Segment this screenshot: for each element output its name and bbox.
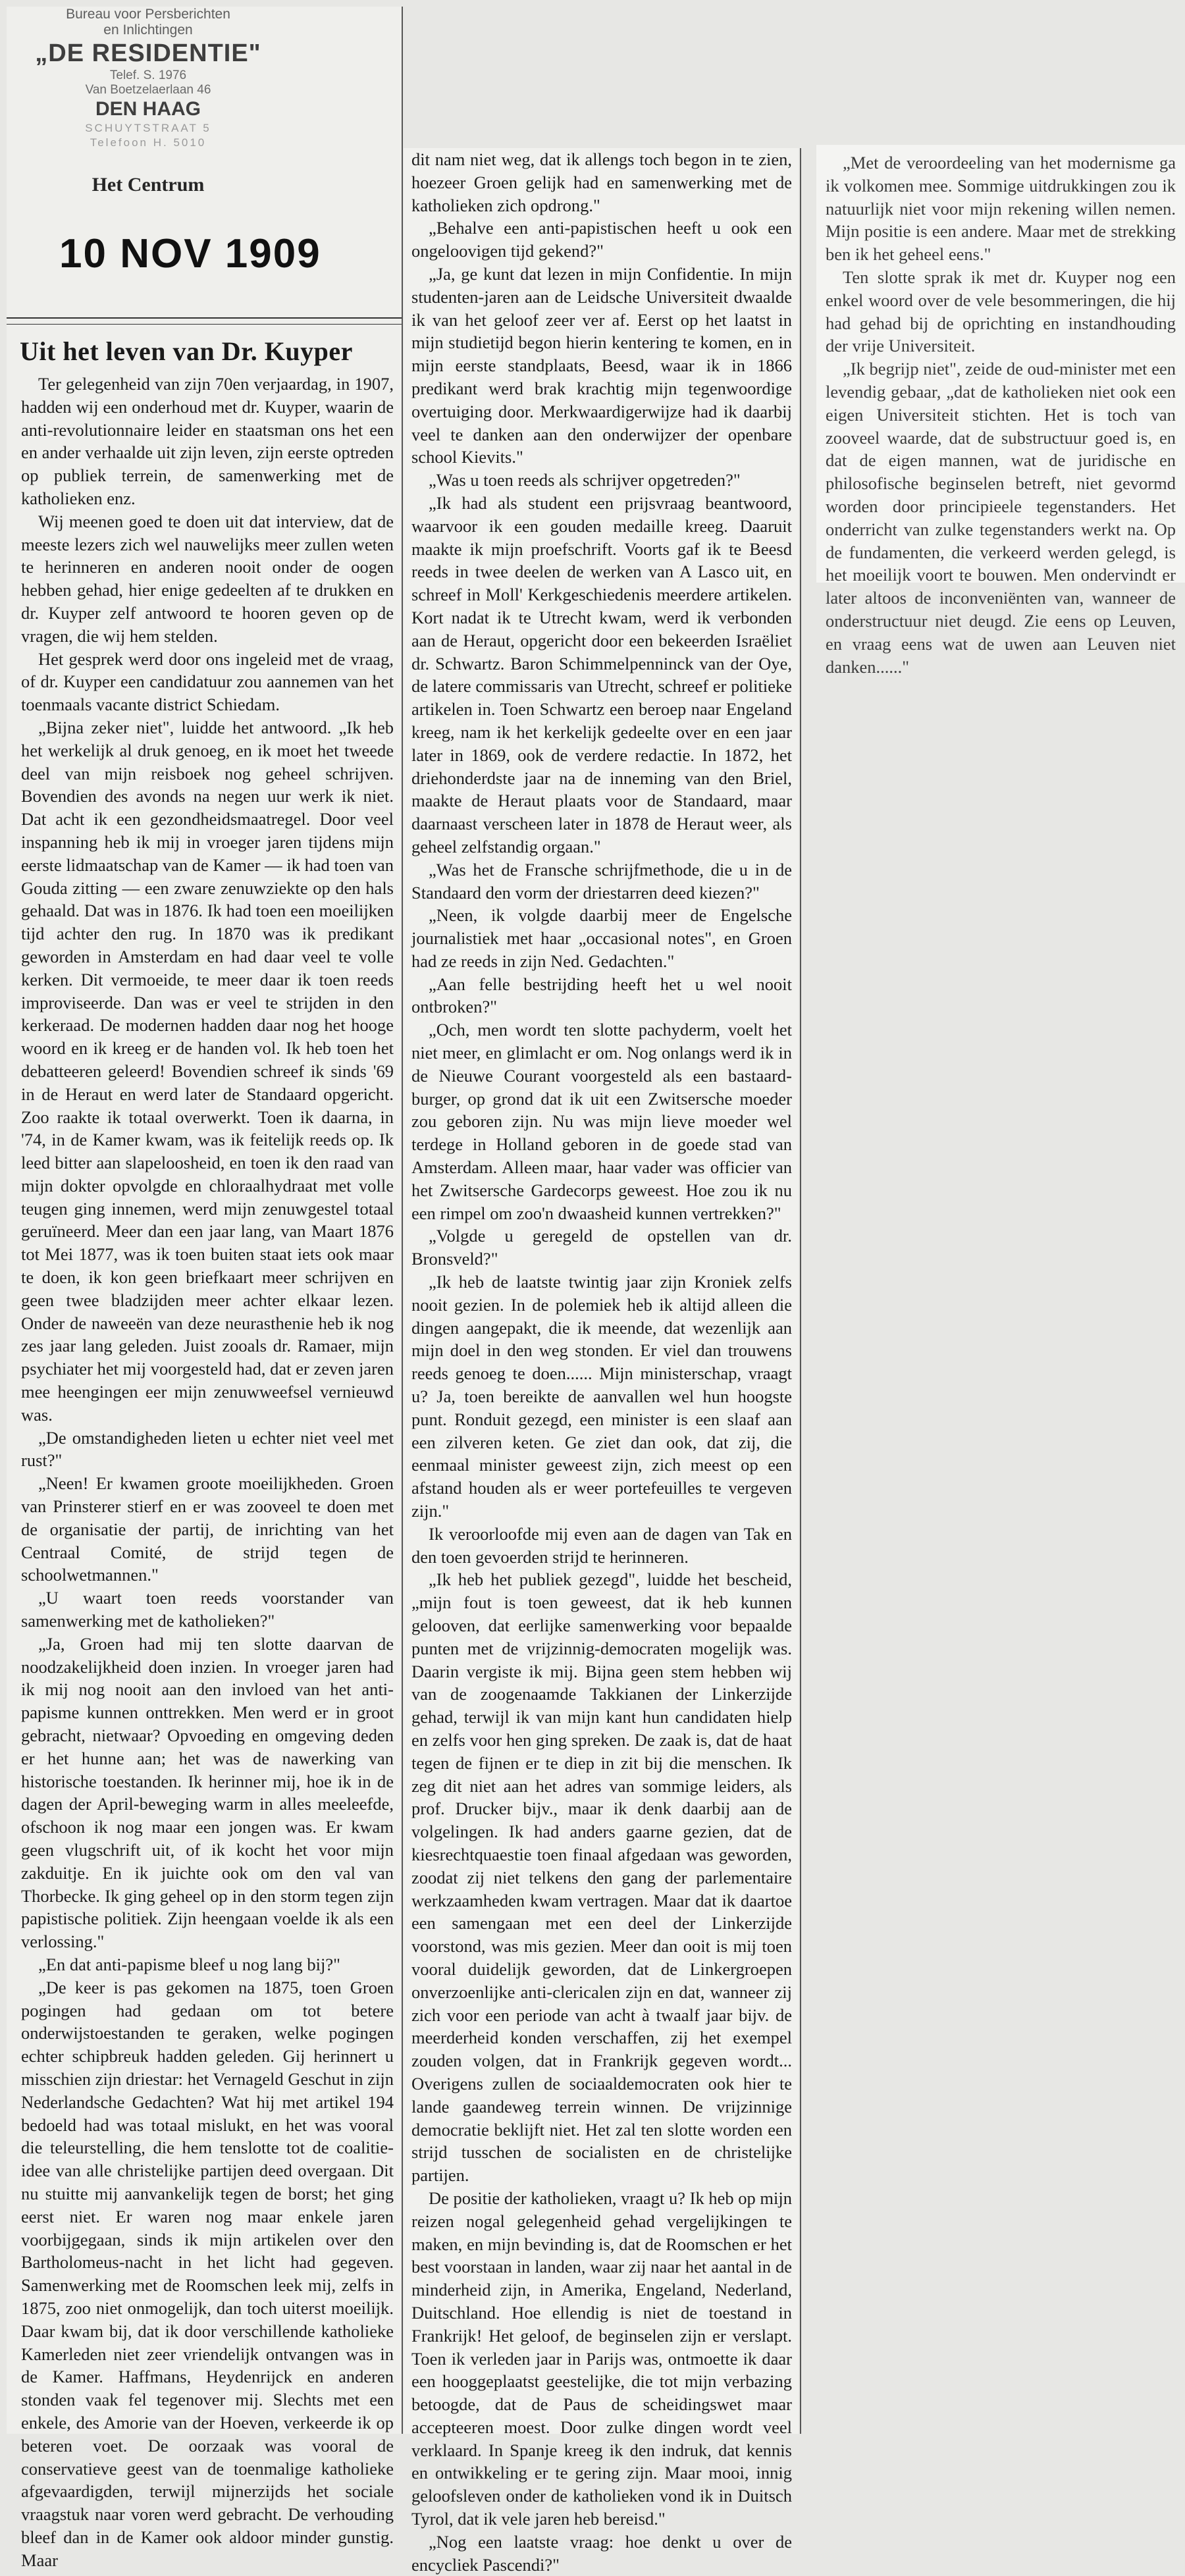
paragraph: Ter gelegenheid van zijn 70en verjaardag, in 1907, hadden wij een onderhoud met dr. Kuyper, waarin de anti-revolutionnaire leider en staatsman ons het een en ander verhaalde uit zijn leven, zijn eerste optreden op publiek terrein, de samenwerking met de katholieken enz. (21, 374, 394, 508)
stamp-name: „DE RESIDENTIE" (35, 39, 261, 67)
paragraph: „Was u toen reeds als schrijver opgetreden?" (429, 470, 741, 490)
column-divider (402, 7, 403, 2434)
article-column-2 (411, 148, 792, 2576)
paragraph: „Neen! Er kwamen groote moeilijkheden. Groen van Prinsterer stierf en er was zooveel te doen met de organisatie der partij, de inrichting van het Centraal Comité, de strijd tegen de schoolwetmannen." (21, 1473, 394, 1585)
paragraph: „Was het de Fransche schrijfmethode, die u in de Standaard den vorm der driestarren deed kiezen?" (411, 859, 792, 903)
paragraph: „Met de veroordeeling van het modernisme ga ik volkomen mee. Sommige uitdrukkingen zou ik natuurlijk niet voor mijn rekening willen nemen. Mijn positie is een andere. Maar met de strekking ben ik het geheel eens." (826, 153, 1176, 265)
stamp-line-2: en Inlichtingen (103, 22, 193, 38)
paragraph: dit nam niet weg, dat ik allengs toch begon in te zien, hoezeer Groen gelijk had en samenwerking met de katholieken zich opdrong." (411, 149, 792, 215)
stamp-line-1: Bureau voor Persberichten (66, 7, 230, 22)
date-stamp: 10 NOV 1909 (59, 231, 321, 276)
column-divider (800, 148, 801, 2434)
paragraph: De positie der katholieken, vraagt u? Ik heb op mijn reizen nogal gelegenheid gehad vergelijkingen te maken, en mijn bevinding is, dat de Roomschen er het best voorstaan in landen, waar zij naar het aantal in de minderheid zijn, in Amerika, Engeland, Nederland, Duitschland. Hoe ellendig is niet de toestand in Frankrijk! Het geloof, de beginselen zijn er verslapt. Toen ik verleden jaar in Parijs was, ontmoette ik daar een hooggeplaatst geestelijke, die tot mijn verbazing betoogde, dat de Paus de scheidingswet maar accepteeren moest. Door zulke dingen wordt veel verklaard. In Spanje kreeg ik den indruk, dat kennis en ontwikkeling er te gering zijn. Maar mooi, innig geloofsleven onder de katholieken vond ik in Duitsch Tyrol, dat ik vele jaren heb bereisd." (411, 2188, 792, 2529)
paragraph: „Ik heb de laatste twintig jaar zijn Kroniek zelfs nooit gezien. In de polemiek heb ik altijd alleen die dingen aangepakt, die ik meende, dat wezenlijk aan mijn doel in den weg stonden. Er viel dan trouwens reeds genoeg te doen...... Mijn ministerschap, vraagt u? Ja, toen bereikte de aanvallen wel hun hoogste punt. Ronduit gezegd, een minister is een slaaf aan een zilveren keten. Ge ziet dan ook, dat zij, die eenmaal minister geweest zijn, zich meest op een afstand houden als er weer portefeuilles te vergeven zijn." (411, 1272, 792, 1521)
press-bureau-stamp (7, 7, 402, 316)
paragraph: „Neen, ik volgde daarbij meer de Engelsche journalistiek met haar „occasional notes", en Groen had ze reeds in zijn Ned. Gedachten." (411, 905, 792, 971)
paragraph: „U waart toen reeds voorstander van samenwerking met de katholieken?" (21, 1588, 394, 1631)
headline-rule (7, 317, 402, 325)
stamp-phone: Telef. S. 1976 (109, 68, 187, 82)
paragraph: Ik veroorloofde mij even aan de dagen van Tak en den toen gevoerden strijd te herinneren. (411, 1523, 792, 1567)
paragraph: „Nog een laatste vraag: hoe denkt u over de encycliek Pascendi?" (411, 2531, 792, 2575)
newspaper-edition: Het Centrum (92, 174, 205, 196)
paragraph: „Ja, ge kunt dat lezen in mijn Confidentie. In mijn studenten-jaren aan de Leidsche Universiteit dwaalde ik van het geloof zeer ver af. Eerst op het laatst in mijn studietijd begon hierin kentering te komen, en in mijn eerste standplaats, Beesd, waar ik in 1866 predikant werd brak krachtig mijn tegenwoordige overtuiging door. Merkwaardigerwijze had ik daarbij veel te danken aan den onderwijzer der openbare school Kievits." (411, 263, 792, 467)
stamp-address: Van Boetzelaerlaan 46 (85, 83, 211, 97)
article-column-1 (21, 373, 394, 2572)
paragraph: „Volgde u geregeld de opstellen van dr. Bronsveld?" (411, 1226, 792, 1269)
paragraph: „Ik heb het publiek gezegd", luidde het bescheid, „mijn fout is toen geweest, dat ik heb kunnen gelooven, dat eerlijke samenwerking voor bepaalde punten met de vrijzinnig-democraten mogelijk was. Daarin vergiste ik mij. Bijna geen stem hebben wij van de zoogenaamde Takkianen der Linkerzijde gehad, terwijl ik van mijn kant hun candidaten hielp en zelfs voor hen ging spreken. De zaak is, dat de haat tegen de fijnen er te diep in zit bij die menschen. Ik zeg dit niet aan het adres van sommige leiders, als prof. Drucker bijv., maar ik denk daarbij aan de volgelingen. Ik had anders gaarne gezien, dat de kiesrechtquaestie toen finaal afgedaan was geworden, zoodat zij niet telkens den gang der parlementaire werkzaamheden kwam vertragen. Maar dat ik daartoe een samengaan met een deel der Linkerzijde voorstond, was mis gezien. Meer dan ooit is mij toen vooral duidelijk geworden, dat de Linkergroepen onverzoenlijke anti-clericalen zijn en dat, wanneer zij zich voor een periode van acht à twaalf jaar bijv. de meerderheid konden verschaffen, zij het exempel zouden volgen, dat in Frankrijk gegeven wordt... Overigens zullen de sociaaldemocraten ook hier te lande gaandeweg terrein winnen. De vrijzinnige democratie beklijft niet. Het zal ten slotte worden een strijd tusschen de socialisten en de christelijke partijen. (411, 1569, 792, 2186)
paragraph: Het gesprek werd door ons ingeleid met de vraag, of dr. Kuyper een candidatuur zou aannemen van het toenmaals vacante district Schiedam. (21, 648, 394, 715)
clipping-column-3 (816, 145, 1185, 677)
paragraph: „En dat anti-papisme bleef u nog lang bij?" (38, 1954, 340, 1974)
paragraph: „De omstandigheden lieten u echter niet veel met rust?" (21, 1427, 394, 1471)
paragraph: „Ik begrijp niet", zeide de oud-minister met een levendig gebaar, „dat de katholieken niet ook een eigen Universiteit stichten. Het is toch van zooveel waarde, dat de substructuur goed is, en dat de eigen mannen, wat de juridische en philosofische beginselen betreft, niet gevormd worden door principieele tegenstanders. Het onderricht van zulke tegenstanders werkt na. Op de fundamenten, die verkeerd werden gelegd, is het moeilijk voort te bouwen. Men ondervindt er later altoos de inconveniënten van, wanneer de onderstructuur niet deugd. Zie eens op Leuven, en vraag eens wat de uwen aan Leuven niet danken......" (826, 359, 1176, 677)
paragraph: „Behalve een anti-papistischen heeft u ook een ongeloovigen tijd gekend?" (411, 218, 792, 261)
article-column-3 (826, 151, 1176, 678)
clipping-column-2 (404, 148, 799, 2575)
paragraph: „Ik had als student een prijsvraag beantwoord, waarvoor ik een gouden medaille kreeg. Daaruit maakte ik mijn proefschrift. Voorts gaf ik te Beesd reeds in twee deelen de werken van A Lasco uit, en schreef in Moll' Kerkgeschiedenis meerdere artikelen. Kort nadat ik te Utrecht kwam, werd ik verbonden aan de Heraut, opgericht door een bekeerden Israëliet dr. Schwartz. Baron Schimmelpenninck van der Oye, de latere commissaris van Utrecht, schreef er politieke artikelen in. Toen Schwartz een beroep naar Engeland kreeg, nam ik het kerkelijk gedeelte over en een jaar later in 1869, ook de verdere redactie. In 1872, het driehonderdste jaar na de inneming van den Briel, maakte de Heraut plaats voor de Standaard, maar daarnaast verscheen later in 1878 de Heraut weer, als geheel zelfstandig orgaan." (411, 492, 792, 856)
paragraph: „Aan felle bestrijding heeft het u wel nooit ontbroken?" (411, 974, 792, 1017)
paragraph: „Ja, Groen had mij ten slotte daarvan de noodzakelijkheid doen inzien. In vroeger jaren had ik mij nog nooit aan den invloed van het anti-papisme kunnen onttrekken. Men werd er in groot gebracht, nietwaar? Opvoeding en omgeving deden er het hunne aan; het was de nawerking van historische toestanden. Ik herinner mij, hoe ik in de dagen der April-beweging warm in alles meeleefde, ofschoon ik nog maar een jongen was. Er kwam geen vlugschrift uit, of ik kocht het voor mijn zakduitje. En ik juichte ook om den val van Thorbecke. Ik ging geheel op in den storm tegen zijn papistische politiek. Zijn heengaan voelde ik als een verlossing." (21, 1633, 394, 1952)
paragraph: „De keer is pas gekomen na 1875, toen Groen pogingen had gedaan om tot betere onderwijstoestanden te geraken, welke pogingen echter schipbreuk hadden geleden. Gij herinnert u misschien zijn driestar: het Vernageld Geschut in zijn Nederlandsche Gedachten? Wat hij met artikel 194 bedoeld had was totaal mislukt, en het was vooral die teleurstelling, die hem tenslotte tot de coalitie-idee van alle christelijke partijen deed overgaan. Dit nu stuitte mij aanvankelijk tegen de borst; het ging eerst niet. Er waren nog maar enkele jaren voorbijgegaan, sinds ik mijn artikelen over den Bartholomeus-nacht in het licht had gegeven. Samenwerking met de Roomschen leek mij, zelfs in 1875, zoo niet onmogelijk, dan toch uiterst moeilijk. Daar kwam bij, dat ik door verschillende katholieke Kamerleden niet zeer vriendelijk ontvangen was in de Kamer. Haffmans, Heydenrijck en anderen stonden vaak fel tegenover mij. Slechts met een enkele, des Amorie van der Hoeven, verkeerde ik op beteren voet. De oorzaak was vooral de conservatieve geest van de toenmalige katholieke afgevaardigden, terwijl mijnerzijds het sociale vraagstuk naar voren werd gebracht. De verhouding bleef dan in de Kamer ook aldoor minder gunstig. Maar (21, 1977, 394, 2570)
paragraph: „Och, men wordt ten slotte pachyderm, voelt het niet meer, en glimlacht er om. Nog onlangs werd ik in de Nieuwe Courant voorgesteld als een bastaard-burger, op grond dat ik uit een Zwitsersche moeder zou geboren zijn. Nu was mijn lieve moeder wel terdege in Holland geboren in de goede stad van Amsterdam. Alleen maar, haar vader was officier van het Zwitsersche Gardecorps geweest. Hoe zou ik nu een rimpel om zoo'n dwaasheid kunnen vertrekken?" (411, 1020, 792, 1223)
stamp-phone-faint: Telefoon H. 5010 (90, 136, 207, 149)
stamp-city: DEN HAAG (95, 98, 201, 120)
stamp-street-faint: SCHUYTSTRAAT 5 (85, 122, 211, 134)
clipping-column-1 (7, 7, 402, 2570)
article-title: Uit het leven van Dr. Kuyper (20, 336, 353, 366)
paragraph: Wij meenen goed te doen uit dat interview, dat de meeste lezers zich wel nauwelijks meer zullen weten te herinneren en anderen nooit onder de oogen hebben gehad, hier enige gedeelten af te drukken en dr. Kuyper zelf antwoord te hooren geven op de vragen, die wij hem stelden. (21, 511, 394, 646)
paragraph: Ten slotte sprak ik met dr. Kuyper nog een enkel woord over de vele besommeringen, die hij had gehad bij de oprichting en instandhouding der vrije Universiteit. (826, 267, 1176, 356)
paragraph: „Bijna zeker niet", luidde het antwoord. „Ik heb het werkelijk al druk genoeg, en ik moet het tweede deel van mijn reisboek nog geheel schrijven. Bovendien des avonds na negen uur werk ik niet. Dat acht ik een gezondheidsmaatregel. Door veel inspanning heb ik mij in vroeger jaren tijdens mijn eerste lidmaatschap van de Kamer — ik had toen van Gouda zitting — een zware zenuwziekte op den hals gehaald. Dat was in 1876. Ik had toen een moeilijken tijd achter den rug. In 1870 was ik predikant geworden in Amsterdam en had daar veel te volle kerken. Dit vermoeide, te meer daar ik toen reeds improviseerde. Dan was er veel te strijden in den kerkeraad. De modernen hadden daar nog het hooge woord en ik kreeg er de handen vol. Ik heb toen het debatteeren geleerd! Bovendien schreef ik sinds '69 in de Heraut en werd later de Standaard opgericht. Zoo raakte ik totaal overwerkt. Toen ik daarna, in '74, in de Kamer kwam, was ik feitelijk reeds op. Ik leed bitter aan slapeloosheid, en toen ik den raad van mijn dokter opvolgde en chloraalhydraat met volle teugen ging innemen, werd mijn zenuwgestel totaal geruïneerd. Meer dan een jaar lang, van Maart 1876 tot Mei 1877, was ik toen buiten staat iets ook maar te doen, ik kon geen briefkaart meer schrijven en geen twee bladzijden meer achter elkaar lezen. Onder de naweeën van deze neurasthenie heb ik nog zes jaar lang geleden. Juist zooals dr. Ramaer, mijn psychiater het mij voorgesteld had, dat er zeven jaren mee heengingen eer mijn zenuwweefsel vernieuwd was. (21, 717, 394, 1425)
